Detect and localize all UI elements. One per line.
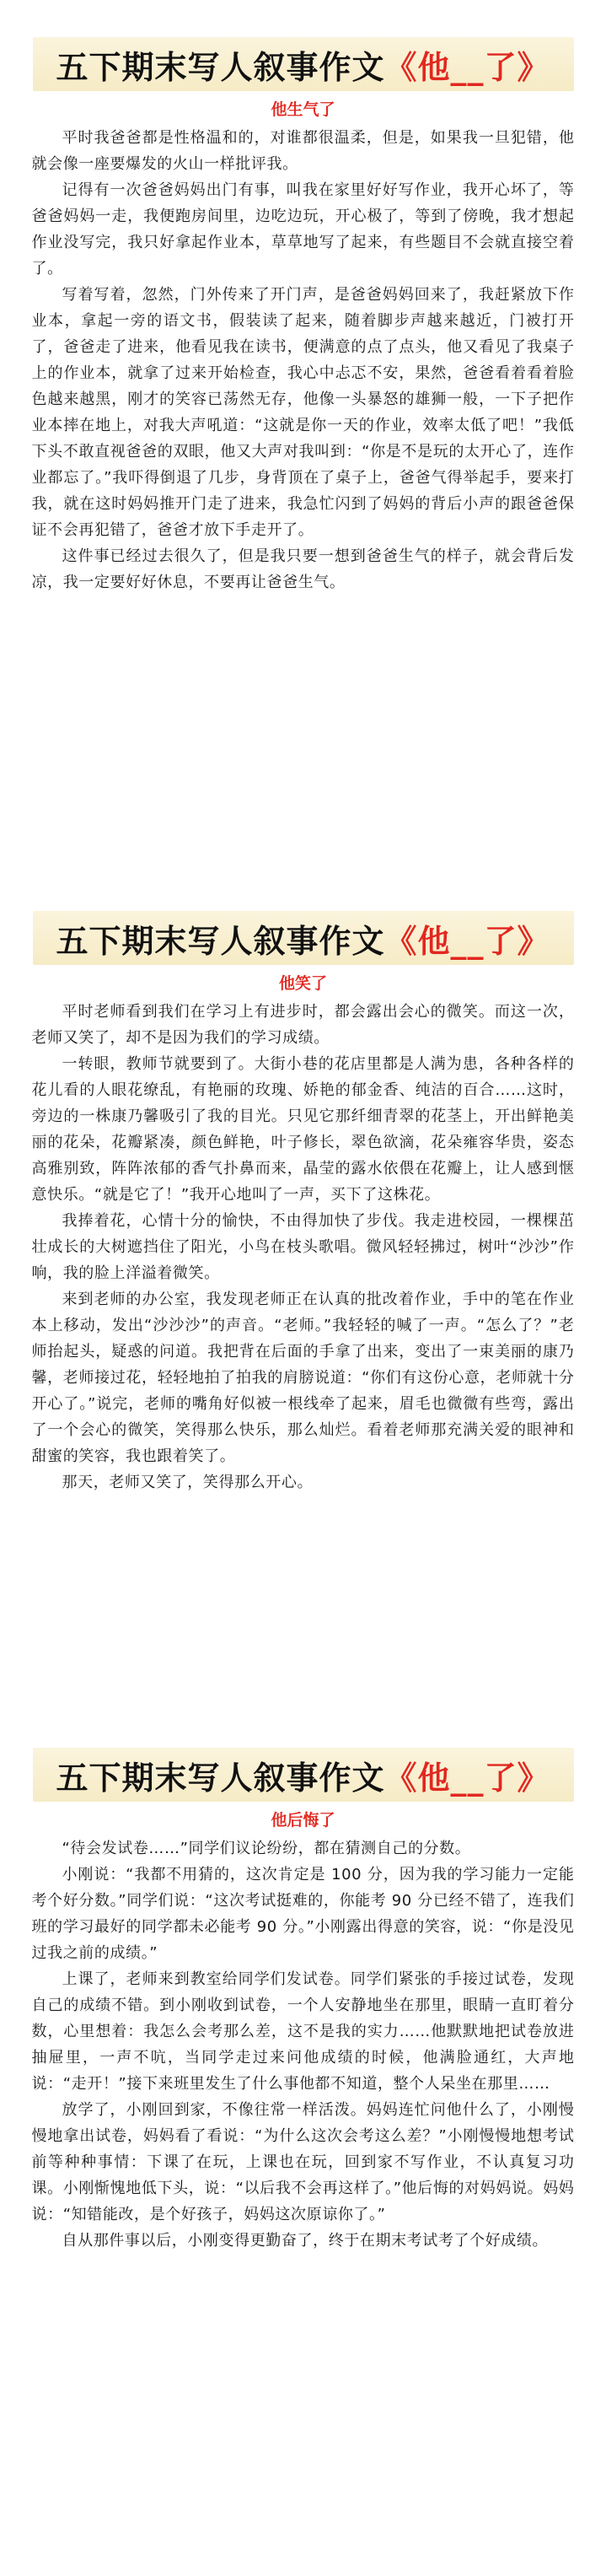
essay-title-accent: 《他__了》 xyxy=(384,48,550,86)
essay-body xyxy=(32,1835,575,2254)
paragraph: 平时老师看到我们在学习上有进步时，都会露出会心的微笑。而这一次，老师又笑了，却不是因为我们的学习成绩。 xyxy=(31,1003,575,1047)
paragraph: 小刚说：“我都不用猜的，这次肯定是 100 分，因为我的学习能力一定能考个好分数。”同学们说：“这次考试挺难的，你能考 90 分已经不错了，连我们班的学习最好的同学都未必能考 90 分。”小刚露出得意的笑容，说：“你是没见过我之前的成绩。” xyxy=(31,1866,575,1962)
essay-body xyxy=(32,999,575,1495)
essay-title-bar xyxy=(33,911,574,965)
essay-title-bar xyxy=(33,1748,574,1802)
essay-title xyxy=(56,1752,550,1798)
essay-title-main: 五下期末写人叙事作文 xyxy=(56,48,385,86)
paragraph: 一转眼，教师节就要到了。大街小巷的花店里都是人满为患，各种各样的花儿看的人眼花缭乱，有艳丽的玫瑰、娇艳的郁金香、纯洁的百合……这时，旁边的一株康乃馨吸引了我的目光。只见它那纤细青翠的花茎上，开出鲜艳美丽的花朵，花瓣紧凑，颜色鲜艳，叶子修长，翠色欲滴，花朵雍容华贵，姿态高雅别致，阵阵浓郁的香气扑鼻而来，晶莹的露水依偎在花瓣上，让人感到惬意快乐。“就是它了！”我开心地叫了一声，买下了这株花。 xyxy=(31,1055,575,1204)
essay-title xyxy=(56,915,550,962)
essay-title xyxy=(56,41,550,88)
essay-subtitle: 他笑了 xyxy=(278,974,327,993)
essay-title-bar xyxy=(33,37,574,91)
paragraph: 这件事已经过去很久了，但是我只要一想到爸爸生气的样子，就会背后发凉，我一定要好好休息，不要再让爸爸生气。 xyxy=(31,547,575,591)
paragraph: “待会发试卷……”同学们议论纷纷，都在猜测自己的分数。 xyxy=(62,1840,471,1857)
paragraph: 记得有一次爸爸妈妈出门有事，叫我在家里好好写作业，我开心坏了，等爸爸妈妈一走，我便跑房间里，边吃边玩，开心极了，等到了傍晚，我才想起作业没写完，我只好拿起作业本，草草地写了起来，有些题目不会就直接空着了。 xyxy=(31,181,575,278)
essay-section-3 xyxy=(0,1748,606,2254)
paragraph: 我捧着花，心情十分的愉快，不由得加快了步伐。我走进校园，一棵棵茁壮成长的大树遮挡住了阳光，小鸟在枝头歌唱。微风轻轻拂过，树叶“沙沙”作响，我的脸上洋溢着微笑。 xyxy=(31,1212,575,1282)
paragraph: 放学了，小刚回到家，不像往常一样活泼。妈妈连忙问他什么了，小刚慢慢地拿出试卷，妈妈看了看说：“为什么这次会考这么差？”小刚慢慢地想考试前等种种事情：下课了在玩，上课也在玩，回到家不写作业，不认真复习功课。小刚惭愧地低下头，说：“以后我不会再这样了。”他后悔的对妈妈说。妈妈说：“知错能改，是个好孩子，妈妈这次原谅你了。” xyxy=(31,2101,575,2223)
essay-body xyxy=(32,125,575,595)
paragraph: 自从那件事以后，小刚变得更勤奋了，终于在期末考试考了个好成绩。 xyxy=(62,2232,549,2250)
essay-section-1 xyxy=(0,37,606,595)
essay-subtitle: 他后悔了 xyxy=(271,1811,335,1830)
paragraph: 平时我爸爸都是性格温和的，对谁都很温柔，但是，如果我一旦犯错，他就会像一座要爆发的火山一样批评我。 xyxy=(31,129,575,173)
essay-title-accent: 《他__了》 xyxy=(384,1759,550,1797)
essay-section-2 xyxy=(0,911,606,1495)
paragraph: 那天，老师又笑了，笑得那么开心。 xyxy=(62,1474,314,1491)
essay-title-main: 五下期末写人叙事作文 xyxy=(56,922,385,960)
paragraph: 上课了，老师来到教室给同学们发试卷。同学们紧张的手接过试卷，发现自己的成绩不错。到小刚收到试卷，一个人安静地坐在那里，眼睛一直盯着分数，心里想着：我怎么会考那么差，这不是我的实力……他默默地把试卷放进抽屉里，一声不吭，当同学走过来问他成绩的时候，他满脸通红，大声地说：“走开！”接下来班里发生了什么事他都不知道，整个人呆坐在那里…… xyxy=(31,1970,575,2093)
paragraph: 写着写着，忽然，门外传来了开门声，是爸爸妈妈回来了，我赶紧放下作业本，拿起一旁的语文书，假装读了起来，随着脚步声越来越近，门被打开了，爸爸走了进来，他看见我在读书，便满意的点了点头，他又看见了我桌子上的作业本，就拿了过来开始检查，我心中忐忑不安，果然，爸爸看着看着脸色越来越黑，刚才的笑容已荡然无存，他像一头暴怒的雄狮一般，一下子把作业本摔在地上，对我大声吼道：“这就是你一天的作业，效率太低了吧！”我低下头不敢直视爸爸的双眼，他又大声对我叫到：“你是不是玩的太开心了，连作业都忘了。”我吓得倒退了几步，身背顶在了桌子上，爸爸气得举起手，要来打我，就在这时妈妈推开门走了进来，我急忙闪到了妈妈的背后小声的跟爸爸保证不会再犯错了，爸爸才放下手走开了。 xyxy=(31,286,575,539)
essay-title-main: 五下期末写人叙事作文 xyxy=(56,1759,385,1797)
essay-subtitle: 他生气了 xyxy=(271,100,335,119)
essay-title-accent: 《他__了》 xyxy=(384,922,550,960)
paragraph: 来到老师的办公室，我发现老师正在认真的批改着作业，手中的笔在作业本上移动，发出“沙沙沙”的声音。“老师。”我轻轻的喊了一声。“怎么了？”老师抬起头，疑惑的问道。我把背在后面的手拿了出来，变出了一束美丽的康乃馨，老师接过花，轻轻地拍了拍我的肩膀说道：“你们有这份心意，老师就十分开心了。”说完，老师的嘴角好似被一根线牵了起来，眉毛也微微有些弯，露出了一个会心的微笑，笑得那么快乐，那么灿烂。看着老师那充满关爱的眼神和甜蜜的笑容，我也跟着笑了。 xyxy=(31,1291,575,1465)
